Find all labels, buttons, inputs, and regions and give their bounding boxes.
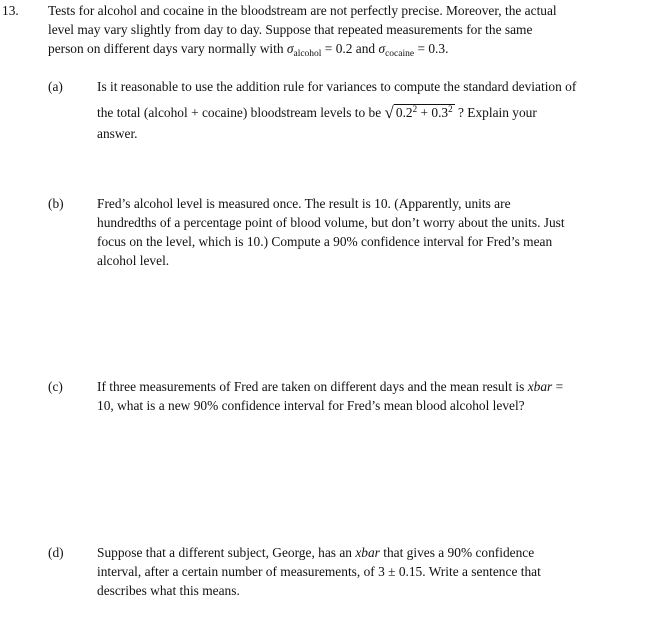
xbar-term: xbar <box>527 379 553 394</box>
part-b-line: focus on the level, which is 10.) Compute a 90% confidence interval for Fred’s mean <box>97 234 553 249</box>
equals-text: = 0.3. <box>414 41 449 56</box>
part-a-label: (a) <box>48 79 63 94</box>
part-c-text <box>97 377 671 415</box>
part-d-text <box>97 543 671 600</box>
part-b-text <box>97 194 671 270</box>
equals-text: = 0.2 and <box>321 41 379 56</box>
part-d-text-pre: Suppose that a different subject, George, has an <box>97 545 356 560</box>
part-a-line-sqrt <box>97 102 671 124</box>
radical-sign: √ <box>384 103 394 122</box>
part-d-line: interval, after a certain number of measurements, of 3 ± 0.15. Write a sentence that <box>97 564 541 579</box>
part-a-text-post: ? Explain your <box>454 105 537 120</box>
exponent: 2 <box>412 104 418 114</box>
part-b-label: (b) <box>48 196 64 211</box>
radicand <box>394 104 455 120</box>
intro-line-sigma <box>48 39 668 61</box>
part-d-line: describes what this means. <box>97 583 240 598</box>
part-c-label: (c) <box>48 379 63 394</box>
question-intro <box>48 1 668 61</box>
radicand-term: + 0.3 <box>417 105 449 120</box>
part-b-line: Fred’s alcohol level is measured once. The result is 10. (Apparently, units are <box>97 196 511 211</box>
part-d-label: (d) <box>48 545 64 560</box>
part-d-line <box>97 543 671 562</box>
part-a-line: Is it reasonable to use the addition rule for variances to compute the standard deviation of <box>97 79 577 94</box>
radicand-term: 0.2 <box>395 105 413 120</box>
part-c-line <box>97 377 671 396</box>
subscript-alcohol: alcohol <box>293 49 322 59</box>
intro-text: person on different days vary normally with <box>48 41 287 56</box>
part-c-line: 10, what is a new 90% confidence interval for Fred’s mean blood alcohol level? <box>97 398 525 413</box>
question-number: 13. <box>2 3 19 18</box>
intro-line: level may vary slightly from day to day. Suppose that repeated measurements for the same <box>48 22 533 37</box>
sigma-symbol: σ <box>286 41 294 56</box>
part-a-text <box>97 77 671 143</box>
part-c-text-pre: If three measurements of Fred are taken on different days and the mean result is <box>97 379 528 394</box>
intro-line: Tests for alcohol and cocaine in the bloodstream are not perfectly precise. Moreover, the actual <box>48 3 557 18</box>
xbar-term: xbar <box>355 545 380 560</box>
exponent: 2 <box>448 104 453 114</box>
part-a-text-pre: the total (alcohol + cocaine) bloodstream levels to be <box>97 105 385 120</box>
part-b-line: hundredths of a percentage point of blood volume, but don’t worry about the units. Just <box>97 215 565 230</box>
part-a-line: answer. <box>97 126 138 141</box>
subscript-cocaine: cocaine <box>385 49 415 59</box>
part-b-line: alcohol level. <box>97 253 170 268</box>
part-c-text-post: = <box>552 379 564 394</box>
sigma-symbol: σ <box>378 41 386 56</box>
part-d-text-post: that gives a 90% confidence <box>379 545 535 560</box>
sqrt-expression <box>385 102 455 124</box>
